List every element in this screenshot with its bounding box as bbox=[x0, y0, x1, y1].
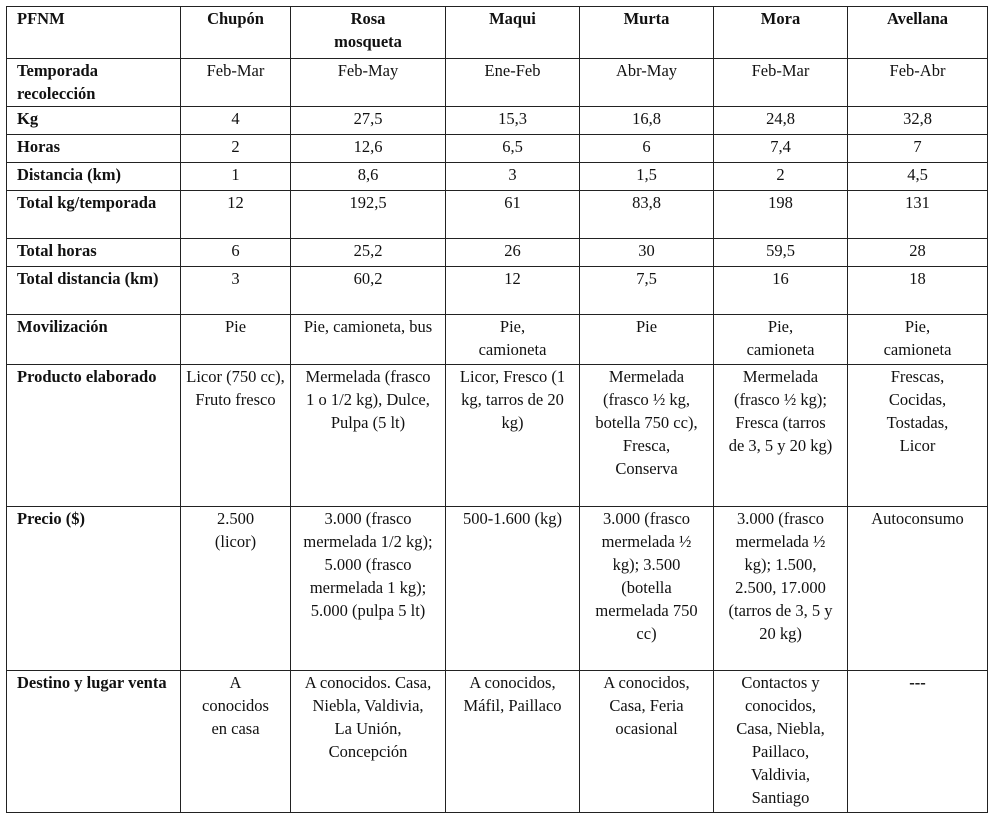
table-cell: 500-1.600 (kg) bbox=[446, 507, 580, 671]
row-header: Movilización bbox=[7, 315, 181, 365]
table-row bbox=[7, 671, 988, 813]
table-row bbox=[7, 163, 988, 191]
row-header: Kg bbox=[7, 107, 181, 135]
table-cell: 7,4 bbox=[714, 135, 848, 163]
table-cell: 12,6 bbox=[291, 135, 446, 163]
table-cell: A conocidos en casa bbox=[181, 671, 291, 813]
table-cell: 61 bbox=[446, 191, 580, 239]
table-cell: Licor (750 cc), Fruto fresco bbox=[181, 365, 291, 507]
row-header: Total horas bbox=[7, 239, 181, 267]
table-cell: Feb-May bbox=[291, 59, 446, 107]
table-cell: 25,2 bbox=[291, 239, 446, 267]
table-cell: 6 bbox=[181, 239, 291, 267]
row-header: Precio ($) bbox=[7, 507, 181, 671]
pfnm-table bbox=[6, 6, 988, 813]
table-row bbox=[7, 135, 988, 163]
table-header-row bbox=[7, 7, 988, 59]
table-cell: 16,8 bbox=[580, 107, 714, 135]
table-cell: 18 bbox=[848, 267, 988, 315]
table-cell: Mermelada (frasco 1 o 1/2 kg), Dulce, Pulpa (5 lt) bbox=[291, 365, 446, 507]
table-cell: 2 bbox=[714, 163, 848, 191]
table-row bbox=[7, 507, 988, 671]
row-header: Temporada recolección bbox=[7, 59, 181, 107]
row-header: Total kg/temporada bbox=[7, 191, 181, 239]
row-header: Destino y lugar venta bbox=[7, 671, 181, 813]
table-cell: 32,8 bbox=[848, 107, 988, 135]
column-header: Mora bbox=[714, 7, 848, 59]
column-header: Chupón bbox=[181, 7, 291, 59]
row-header: Producto elaborado bbox=[7, 365, 181, 507]
table-cell: Licor, Fresco (1 kg, tarros de 20 kg) bbox=[446, 365, 580, 507]
table-cell: 131 bbox=[848, 191, 988, 239]
table-cell: Autoconsumo bbox=[848, 507, 988, 671]
table-cell: Pie, camioneta bbox=[446, 315, 580, 365]
table-cell: Ene-Feb bbox=[446, 59, 580, 107]
table-cell: 8,6 bbox=[291, 163, 446, 191]
table-cell: 7,5 bbox=[580, 267, 714, 315]
table-cell: 30 bbox=[580, 239, 714, 267]
table-cell: Mermelada (frasco ½ kg); Fresca (tarros de 3, 5 y 20 kg) bbox=[714, 365, 848, 507]
table-cell: Frescas, Cocidas, Tostadas, Licor bbox=[848, 365, 988, 507]
table-cell: 28 bbox=[848, 239, 988, 267]
table-cell: Pie, camioneta bbox=[714, 315, 848, 365]
column-header: Maqui bbox=[446, 7, 580, 59]
table-cell: 7 bbox=[848, 135, 988, 163]
table-cell: 59,5 bbox=[714, 239, 848, 267]
table-cell: 26 bbox=[446, 239, 580, 267]
row-header: Horas bbox=[7, 135, 181, 163]
table-row bbox=[7, 365, 988, 507]
table-cell: Pie bbox=[181, 315, 291, 365]
column-header: Avellana bbox=[848, 7, 988, 59]
table-cell: A conocidos. Casa, Niebla, Valdivia, La Unión, Concepción bbox=[291, 671, 446, 813]
table-cell: Feb-Mar bbox=[181, 59, 291, 107]
table-row bbox=[7, 267, 988, 315]
row-header: Total distancia (km) bbox=[7, 267, 181, 315]
table-cell: 4 bbox=[181, 107, 291, 135]
table-cell: Pie, camioneta bbox=[848, 315, 988, 365]
table-row bbox=[7, 107, 988, 135]
table-cell: 24,8 bbox=[714, 107, 848, 135]
table-cell: 1,5 bbox=[580, 163, 714, 191]
table-cell: 2.500 (licor) bbox=[181, 507, 291, 671]
header-corner: PFNM bbox=[7, 7, 181, 59]
table-cell: 4,5 bbox=[848, 163, 988, 191]
column-header: Murta bbox=[580, 7, 714, 59]
table-cell: 3.000 (frasco mermelada 1/2 kg); 5.000 (frasco mermelada 1 kg); 5.000 (pulpa 5 lt) bbox=[291, 507, 446, 671]
table-cell: A conocidos, Casa, Feria ocasional bbox=[580, 671, 714, 813]
table-cell: Pie, camioneta, bus bbox=[291, 315, 446, 365]
table-cell: 6 bbox=[580, 135, 714, 163]
table-cell: 2 bbox=[181, 135, 291, 163]
table-cell: Pie bbox=[580, 315, 714, 365]
table-cell: 27,5 bbox=[291, 107, 446, 135]
table-cell: 3.000 (frasco mermelada ½ kg); 1.500, 2.500, 17.000 (tarros de 3, 5 y 20 kg) bbox=[714, 507, 848, 671]
table-cell: 192,5 bbox=[291, 191, 446, 239]
table-cell: 12 bbox=[181, 191, 291, 239]
table-cell: 15,3 bbox=[446, 107, 580, 135]
table-cell: 12 bbox=[446, 267, 580, 315]
table-cell: Abr-May bbox=[580, 59, 714, 107]
table-cell: 6,5 bbox=[446, 135, 580, 163]
table-cell: 16 bbox=[714, 267, 848, 315]
table-cell: 198 bbox=[714, 191, 848, 239]
table-cell: 60,2 bbox=[291, 267, 446, 315]
table-cell: Contactos y conocidos, Casa, Niebla, Paillaco, Valdivia, Santiago bbox=[714, 671, 848, 813]
table-cell: A conocidos, Máfil, Paillaco bbox=[446, 671, 580, 813]
column-header: Rosa mosqueta bbox=[291, 7, 446, 59]
table-cell: 1 bbox=[181, 163, 291, 191]
table-cell: 3.000 (frasco mermelada ½ kg); 3.500 (botella mermelada 750 cc) bbox=[580, 507, 714, 671]
table-cell: Feb-Mar bbox=[714, 59, 848, 107]
table-cell: 3 bbox=[181, 267, 291, 315]
table-cell: Feb-Abr bbox=[848, 59, 988, 107]
table-cell: 3 bbox=[446, 163, 580, 191]
table-row bbox=[7, 315, 988, 365]
table-cell: Mermelada (frasco ½ kg, botella 750 cc), Fresca, Conserva bbox=[580, 365, 714, 507]
table-row bbox=[7, 59, 988, 107]
table-cell: 83,8 bbox=[580, 191, 714, 239]
table-cell: --- bbox=[848, 671, 988, 813]
table-row bbox=[7, 239, 988, 267]
row-header: Distancia (km) bbox=[7, 163, 181, 191]
table-row bbox=[7, 191, 988, 239]
